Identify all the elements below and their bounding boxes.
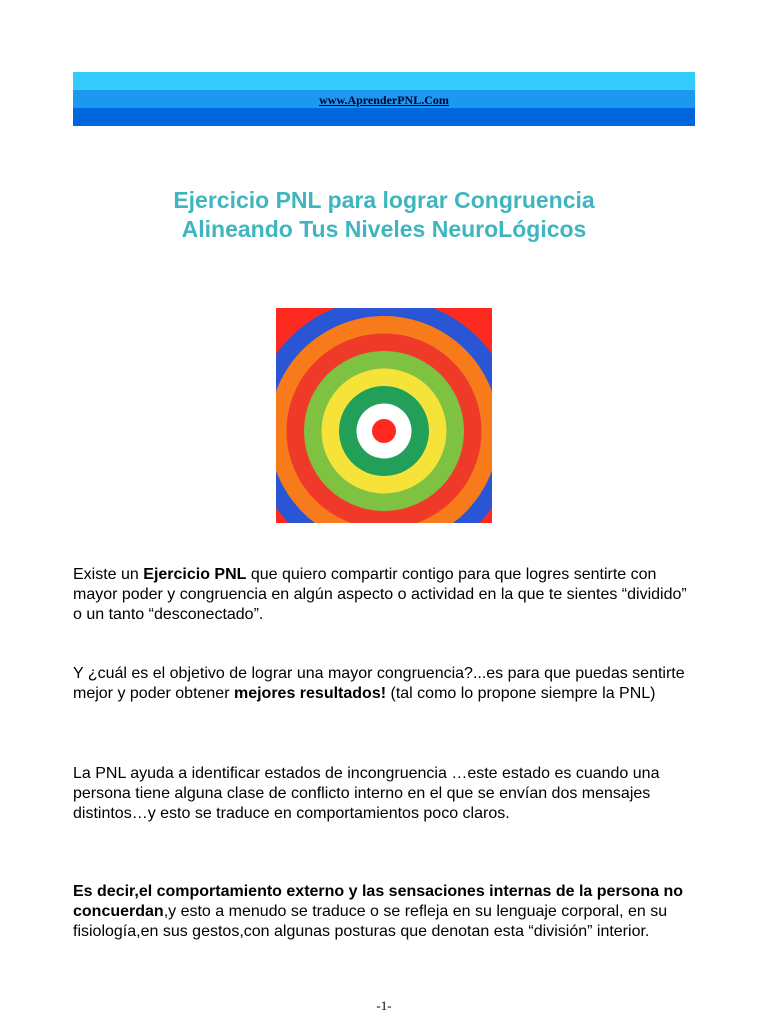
page-title xyxy=(73,186,695,244)
title-line-1: Ejercicio PNL para lograr Congruencia xyxy=(173,187,595,213)
paragraph-4 xyxy=(73,882,693,942)
paragraph-1-seg-3: que quiero compartir contigo para que logres sentirte con mayor poder y congruencia en algún aspecto o actividad en la que te sientes “dividido” o un tanto “desconectado”. xyxy=(73,566,687,623)
paragraph-2 xyxy=(73,664,693,704)
paragraph-2-seg-1: Y ¿cuál es el objetivo de lograr una mayor congruencia?...es para que puedas sentirte mejor y poder obtener xyxy=(73,665,685,702)
paragraph-1 xyxy=(73,565,693,625)
paragraph-2-seg-2: mejores resultados! xyxy=(233,685,387,702)
website-link[interactable]: www.AprenderPNL.Com xyxy=(319,93,449,107)
paragraph-2-seg-3: (tal como lo propone siempre la PNL) xyxy=(386,685,656,702)
paragraph-3-seg-1: La PNL ayuda a identificar estados de incongruencia …este estado es cuando una persona tiene alguna clase de conflicto interno en el que se envían dos mensajes distintos…y esto se traduce en comportamientos poco claros. xyxy=(73,765,660,822)
paragraph-4-seg-1: Es decir,el comportamiento externo y las sensaciones internas de la persona no concuerdan xyxy=(73,883,683,920)
header-band xyxy=(73,72,695,126)
concentric-rings-image xyxy=(276,308,492,523)
paragraph-3 xyxy=(73,764,693,824)
page-number: -1- xyxy=(376,998,392,1013)
paragraph-1-seg-1: Existe un xyxy=(73,566,144,583)
ring-core xyxy=(372,419,396,443)
title-line-2: Alineando Tus Niveles NeuroLógicos xyxy=(181,216,587,242)
concentric-rings-icon xyxy=(276,308,492,523)
paragraph-1-seg-2: Ejercicio PNL xyxy=(143,566,247,583)
paragraph-4-seg-2: ,y esto a menudo se traduce o se refleja en su lenguaje corporal, en su fisiología,en sus gestos,con algunas posturas que denotan esta “división” interior. xyxy=(73,903,668,940)
